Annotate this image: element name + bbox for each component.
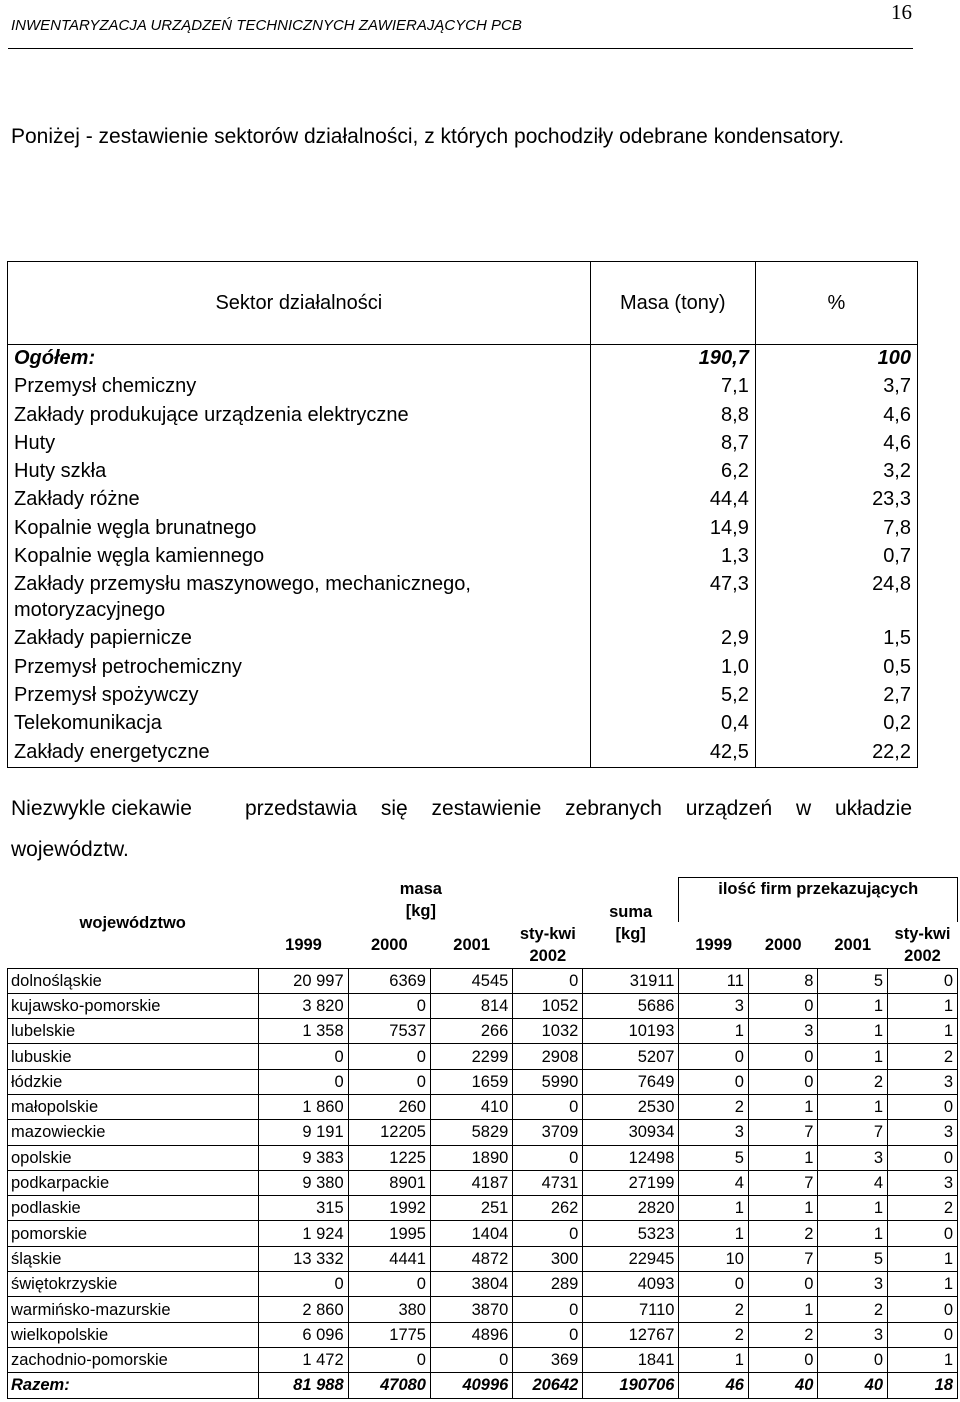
header-voivodeship: województwo — [79, 913, 186, 932]
voivodeship-value: 7110 — [583, 1297, 679, 1322]
voivodeship-value: 1841 — [583, 1347, 679, 1372]
voivodeship-value: 46 — [679, 1373, 748, 1398]
page-number: 16 — [891, 0, 912, 24]
voivodeship-value: 0 — [348, 993, 430, 1018]
sectors-cell-mass: 1,3 — [590, 543, 755, 571]
voivodeship-value: 289 — [513, 1272, 583, 1297]
sectors-cell-pct: 3,2 — [755, 458, 917, 486]
sectors-cell-pct: 22,2 — [755, 739, 917, 768]
sectors-cell-name: Przemysł spożywczy — [8, 682, 591, 710]
voivodeship-value: 1 — [818, 1221, 888, 1246]
voivodeship-value: 1890 — [430, 1145, 512, 1170]
sectors-cell-pct: 0,2 — [755, 710, 917, 738]
header-sum-text: suma [kg] — [609, 902, 653, 943]
voivodeship-row — [8, 1069, 958, 1094]
voivodeship-value: 2 — [679, 1094, 748, 1119]
voivodeship-value: 0 — [888, 968, 958, 993]
mass-year-header: 1999 — [285, 935, 322, 954]
voivodeship-row — [8, 1145, 958, 1170]
voivodeship-value: 2299 — [430, 1044, 512, 1069]
voivodeship-value: 4731 — [513, 1170, 583, 1195]
voivodeship-value: 1659 — [430, 1069, 512, 1094]
voivodeship-value: 4 — [818, 1170, 888, 1195]
voivodeship-value: 0 — [888, 1297, 958, 1322]
voivodeship-value: 0 — [513, 1145, 583, 1170]
sectors-cell-name: Zakłady papiernicze — [8, 625, 591, 653]
voivodeship-value: 3 — [818, 1322, 888, 1347]
voivodeship-value: 262 — [513, 1196, 583, 1221]
voivodeship-name: dolnośląskie — [8, 968, 259, 993]
voivodeship-value: 1 — [888, 1019, 958, 1044]
voivodeship-value: 3709 — [513, 1120, 583, 1145]
sectors-cell-pct: 0,5 — [755, 654, 917, 682]
sectors-cell-mass: 14,9 — [590, 515, 755, 543]
voivodeship-name: śląskie — [8, 1246, 259, 1271]
mass-year-header: 2001 — [453, 935, 491, 954]
voivodeship-value: 3 — [679, 1120, 748, 1145]
voivodeship-value: 1225 — [348, 1145, 430, 1170]
voivodeship-value: 1032 — [513, 1019, 583, 1044]
voivodeship-value: 3 — [679, 993, 748, 1018]
voivodeship-value: 0 — [259, 1272, 348, 1297]
voivodeship-value: 0 — [348, 1044, 430, 1069]
sectors-cell-mass: 1,0 — [590, 654, 755, 682]
voivodeship-value: 315 — [259, 1196, 348, 1221]
voivodeship-value: 1 860 — [259, 1094, 348, 1119]
voivodeship-value: 1404 — [430, 1221, 512, 1246]
voivodeship-value: 4896 — [430, 1322, 512, 1347]
voivodeship-row — [8, 968, 958, 993]
sectors-row — [8, 345, 918, 374]
voivodeship-value: 1 — [679, 1019, 748, 1044]
voivodeship-value: 0 — [888, 1094, 958, 1119]
voivodeship-value: 2 — [679, 1322, 748, 1347]
sectors-row — [8, 515, 918, 543]
voivodeship-value: 1 — [818, 1094, 888, 1119]
voivodeship-value: 3 — [818, 1272, 888, 1297]
voivodeship-name: zachodnio-pomorskie — [8, 1347, 259, 1372]
header-sum — [583, 878, 679, 969]
voivodeship-value: 40 — [748, 1373, 817, 1398]
voivodeship-value: 13 332 — [259, 1246, 348, 1271]
sectors-row — [8, 710, 918, 738]
voivodeship-value: 2530 — [583, 1094, 679, 1119]
voivodeship-value: 9 383 — [259, 1145, 348, 1170]
voivodeship-value: 6 096 — [259, 1322, 348, 1347]
voivodeship-value: 1 358 — [259, 1019, 348, 1044]
header-mass-text: masa [kg] — [399, 879, 442, 920]
voivodeship-row — [8, 1297, 958, 1322]
firms-year-header: 2001 — [834, 935, 872, 954]
voivodeship-value: 10193 — [583, 1019, 679, 1044]
sectors-header-row — [8, 262, 918, 345]
sectors-cell-name: Kopalnie węgla brunatnego — [8, 515, 591, 543]
voivodeship-value: 8901 — [348, 1170, 430, 1195]
intro-paragraph: Poniżej - zestawienie sektorów działalności, z których pochodziły odebrane kondensatory. — [11, 125, 845, 148]
voivodeship-value: 1 — [888, 993, 958, 1018]
voivodeship-value: 8 — [748, 968, 817, 993]
voivodeship-value: 5686 — [583, 993, 679, 1018]
voivodeship-value: 380 — [348, 1297, 430, 1322]
voivodeship-value: 3 820 — [259, 993, 348, 1018]
voivodeship-value: 20642 — [513, 1373, 583, 1398]
sectors-cell-pct: 4,6 — [755, 430, 917, 458]
para2-left: Niezwykle ciekawie — [11, 797, 192, 820]
voivodeship-value: 1 472 — [259, 1347, 348, 1372]
voivodeship-value: 7649 — [583, 1069, 679, 1094]
voivodeship-value: 0 — [513, 1221, 583, 1246]
voivodeship-value: 47080 — [348, 1373, 430, 1398]
voivodeship-value: 3 — [748, 1019, 817, 1044]
voivodeship-value: 5207 — [583, 1044, 679, 1069]
sectors-row — [8, 654, 918, 682]
voivodeship-value: 369 — [513, 1347, 583, 1372]
sectors-cell-name: Telekomunikacja — [8, 710, 591, 738]
voivodeship-value: 7537 — [348, 1019, 430, 1044]
voivodeship-name: świętokrzyskie — [8, 1272, 259, 1297]
voivodeship-value: 0 — [513, 968, 583, 993]
voivodeship-value: 40 — [818, 1373, 888, 1398]
voivodeship-value: 3 — [888, 1170, 958, 1195]
sectors-row — [8, 625, 918, 653]
voivodeship-value: 2 — [888, 1044, 958, 1069]
voivodeship-value: 2 — [679, 1297, 748, 1322]
voivodeship-value: 2 — [748, 1221, 817, 1246]
voivodeship-value: 4 — [679, 1170, 748, 1195]
voivodeship-row — [8, 1120, 958, 1145]
voivodeship-row — [8, 1094, 958, 1119]
voivodeship-value: 0 — [748, 1069, 817, 1094]
voivodeship-row — [8, 1170, 958, 1195]
voivodeship-value: 5 — [818, 1246, 888, 1271]
voivodeship-value: 0 — [748, 993, 817, 1018]
sectors-cell-pct: 3,7 — [755, 373, 917, 401]
voivodeship-value: 12498 — [583, 1145, 679, 1170]
voivodeship-value: 1 — [679, 1221, 748, 1246]
voivodeship-row — [8, 1246, 958, 1271]
voivodeship-value: 11 — [679, 968, 748, 993]
voivodeship-value: 0 — [348, 1069, 430, 1094]
voivodeship-value: 3 — [888, 1120, 958, 1145]
voivodeship-name: podlaskie — [8, 1196, 259, 1221]
sectors-cell-name: Przemysł chemiczny — [8, 373, 591, 401]
voivodeship-table — [7, 877, 958, 1399]
voivodeship-value: 1 — [888, 1347, 958, 1372]
sectors-cell-name: Huty — [8, 430, 591, 458]
firms-year-header: 1999 — [695, 935, 733, 954]
voivodeship-value: 40996 — [430, 1373, 512, 1398]
voivodeship-value: 2 860 — [259, 1297, 348, 1322]
voivodeship-value: 7 — [748, 1120, 817, 1145]
voivodeship-row — [8, 993, 958, 1018]
voivodeship-value: 1995 — [348, 1221, 430, 1246]
voivodeship-value: 1 — [748, 1196, 817, 1221]
voivodeship-value: 0 — [888, 1322, 958, 1347]
voivodeship-value: 3 — [888, 1069, 958, 1094]
voivodeship-value: 0 — [259, 1044, 348, 1069]
voivodeship-value: 3804 — [430, 1272, 512, 1297]
voivodeship-value: 0 — [348, 1272, 430, 1297]
voivodeship-value: 0 — [888, 1221, 958, 1246]
voivodeship-name: pomorskie — [8, 1221, 259, 1246]
sectors-row — [8, 373, 918, 401]
voivodeship-value: 0 — [513, 1094, 583, 1119]
sectors-row — [8, 571, 918, 625]
header-rule — [8, 48, 913, 49]
voivodeship-value: 0 — [679, 1044, 748, 1069]
sectors-cell-mass: 6,2 — [590, 458, 755, 486]
sectors-row — [8, 430, 918, 458]
para2-right: przedstawia się zestawienie zebranych urządzeń w układzie — [245, 797, 912, 820]
voivodeship-value: 6369 — [348, 968, 430, 993]
voivodeship-value: 10 — [679, 1246, 748, 1271]
voivodeship-value: 7 — [818, 1120, 888, 1145]
voivodeship-value: 1 — [679, 1347, 748, 1372]
voivodeship-row — [8, 1272, 958, 1297]
voivodeship-name: lubelskie — [8, 1019, 259, 1044]
voivodeship-value: 0 — [888, 1145, 958, 1170]
voivodeship-name: wielkopolskie — [8, 1322, 259, 1347]
sectors-cell-pct: 4,6 — [755, 402, 917, 430]
voivodeship-row — [8, 1019, 958, 1044]
voivodeship-value: 0 — [348, 1347, 430, 1372]
voivodeship-value: 1 — [818, 1044, 888, 1069]
voivodeship-row — [8, 1373, 958, 1398]
voivodeship-value: 1 — [748, 1297, 817, 1322]
sectors-cell-name: Zakłady energetyczne — [8, 739, 591, 768]
sectors-cell-mass: 47,3 — [590, 571, 755, 625]
voivodeship-value: 0 — [748, 1044, 817, 1069]
voivodeship-value: 266 — [430, 1019, 512, 1044]
sectors-header-cell: Sektor działalności — [8, 262, 591, 345]
voivodeship-value: 2 — [888, 1196, 958, 1221]
voivodeship-value: 81 988 — [259, 1373, 348, 1398]
header-firms: ilość firm przekazujących — [679, 878, 958, 922]
sectors-cell-pct: 7,8 — [755, 515, 917, 543]
voivodeship-name: małopolskie — [8, 1094, 259, 1119]
sectors-cell-mass: 7,1 — [590, 373, 755, 401]
voivodeship-name: warmińsko-mazurskie — [8, 1297, 259, 1322]
sectors-cell-mass: 5,2 — [590, 682, 755, 710]
voivodeship-value: 22945 — [583, 1246, 679, 1271]
voivodeship-row — [8, 1221, 958, 1246]
voivodeship-value: 2 — [818, 1069, 888, 1094]
voivodeship-value: 5323 — [583, 1221, 679, 1246]
voivodeship-value: 300 — [513, 1246, 583, 1271]
voivodeship-row — [8, 1322, 958, 1347]
voivodeship-name: łódzkie — [8, 1069, 259, 1094]
voivodeship-value: 30934 — [583, 1120, 679, 1145]
voivodeship-value: 0 — [748, 1347, 817, 1372]
voivodeship-value: 260 — [348, 1094, 430, 1119]
voivodeship-value: 1 — [818, 993, 888, 1018]
sectors-cell-name: Przemysł petrochemiczny — [8, 654, 591, 682]
voivodeship-value: 0 — [430, 1347, 512, 1372]
voivodeship-value: 1 — [748, 1094, 817, 1119]
voivodeship-value: 18 — [888, 1373, 958, 1398]
sectors-cell-mass: 8,7 — [590, 430, 755, 458]
voivodeship-value: 0 — [679, 1272, 748, 1297]
sectors-cell-name: Zakłady produkujące urządzenia elektryczne — [8, 402, 591, 430]
voivodeship-value: 1 — [888, 1246, 958, 1271]
voivodeship-value: 1 — [818, 1019, 888, 1044]
sectors-cell-mass: 8,8 — [590, 402, 755, 430]
voivodeship-value: 1775 — [348, 1322, 430, 1347]
voivodeship-value: 251 — [430, 1196, 512, 1221]
voivodeship-value: 12205 — [348, 1120, 430, 1145]
voivodeship-value: 1 — [679, 1196, 748, 1221]
voivodeship-value: 5 — [818, 968, 888, 993]
voivodeship-value: 1992 — [348, 1196, 430, 1221]
voivodeship-name: lubuskie — [8, 1044, 259, 1069]
voivodeship-value: 0 — [679, 1069, 748, 1094]
voivodeship-value: 4187 — [430, 1170, 512, 1195]
sectors-cell-pct: 2,7 — [755, 682, 917, 710]
sectors-row — [8, 458, 918, 486]
voivodeship-name: mazowieckie — [8, 1120, 259, 1145]
voivodeship-name: kujawsko-pomorskie — [8, 993, 259, 1018]
voivodeship-value: 410 — [430, 1094, 512, 1119]
mass-year-header: sty-kwi 2002 — [519, 924, 576, 965]
firms-year-header: sty-kwi 2002 — [894, 924, 951, 965]
voivodeship-value: 4441 — [348, 1246, 430, 1271]
sectors-cell-mass: 42,5 — [590, 739, 755, 768]
sectors-cell-name: Kopalnie węgla kamiennego — [8, 543, 591, 571]
sectors-row — [8, 402, 918, 430]
voivodeship-row — [8, 1347, 958, 1372]
firms-year-header: 2000 — [764, 935, 802, 954]
voivodeship-value: 9 380 — [259, 1170, 348, 1195]
document-header-title: INWENTARYZACJA URZĄDZEŃ TECHNICZNYCH ZAWIERAJĄCYCH PCB — [11, 17, 522, 34]
voivodeship-value: 4093 — [583, 1272, 679, 1297]
voivodeship-value: 3870 — [430, 1297, 512, 1322]
voivodeship-row — [8, 1196, 958, 1221]
sectors-row — [8, 739, 918, 768]
voivodeship-name: Razem: — [8, 1373, 259, 1398]
sectors-cell-pct: 0,7 — [755, 543, 917, 571]
voivodeship-value: 5 — [679, 1145, 748, 1170]
voivodeship-value: 4545 — [430, 968, 512, 993]
voivodeship-value: 1052 — [513, 993, 583, 1018]
voivodeship-value: 2908 — [513, 1044, 583, 1069]
voivodeship-value: 4872 — [430, 1246, 512, 1271]
header-mass — [259, 878, 583, 922]
sectors-cell-name: Zakłady przemysłu maszynowego, mechanicznego, motoryzacyjnego — [8, 571, 591, 625]
sectors-cell-name: Zakłady różne — [8, 486, 591, 514]
sectors-table — [7, 261, 918, 768]
voivodeship-value: 1 924 — [259, 1221, 348, 1246]
voivodeship-value: 12767 — [583, 1322, 679, 1347]
voivodeship-value: 190706 — [583, 1373, 679, 1398]
voivodeship-value: 0 — [259, 1069, 348, 1094]
voivodeship-value: 7 — [748, 1170, 817, 1195]
voivodeship-value: 1 — [818, 1196, 888, 1221]
voivodeship-value: 9 191 — [259, 1120, 348, 1145]
sectors-row — [8, 682, 918, 710]
voivodeship-value: 814 — [430, 993, 512, 1018]
voivodeship-value: 2 — [818, 1297, 888, 1322]
voivodeship-value: 5990 — [513, 1069, 583, 1094]
sectors-header-cell: % — [755, 262, 917, 345]
sectors-cell-pct: 1,5 — [755, 625, 917, 653]
sectors-row — [8, 543, 918, 571]
sectors-cell-pct: 100 — [755, 345, 917, 374]
voivodeship-value: 3 — [818, 1145, 888, 1170]
voivodeship-value: 31911 — [583, 968, 679, 993]
voivodeship-value: 7 — [748, 1246, 817, 1271]
voivodeship-value: 5829 — [430, 1120, 512, 1145]
voivodeship-value: 1 — [748, 1145, 817, 1170]
voivodeship-value: 20 997 — [259, 968, 348, 993]
voivodeship-value: 0 — [748, 1272, 817, 1297]
sectors-cell-mass: 0,4 — [590, 710, 755, 738]
voivodeship-name: opolskie — [8, 1145, 259, 1170]
voivodeship-value: 0 — [818, 1347, 888, 1372]
sectors-cell-name: Huty szkła — [8, 458, 591, 486]
sectors-cell-mass: 2,9 — [590, 625, 755, 653]
voivodeship-value: 27199 — [583, 1170, 679, 1195]
sectors-cell-name: Ogółem: — [8, 345, 591, 374]
voivodeship-value: 2 — [748, 1322, 817, 1347]
para2-end: województw. — [11, 838, 129, 861]
sectors-cell-pct: 23,3 — [755, 486, 917, 514]
voivodeship-value: 0 — [513, 1297, 583, 1322]
voivodeship-value: 1 — [888, 1272, 958, 1297]
sectors-header-cell: Masa (tony) — [590, 262, 755, 345]
sectors-cell-mass: 44,4 — [590, 486, 755, 514]
mass-year-header: 2000 — [370, 935, 408, 954]
sectors-row — [8, 486, 918, 514]
sectors-cell-pct: 24,8 — [755, 571, 917, 625]
voivodeship-name: podkarpackie — [8, 1170, 259, 1195]
sectors-cell-mass: 190,7 — [590, 345, 755, 374]
voivodeship-row — [8, 1044, 958, 1069]
voivodeship-value: 2820 — [583, 1196, 679, 1221]
voivodeship-value: 0 — [513, 1322, 583, 1347]
